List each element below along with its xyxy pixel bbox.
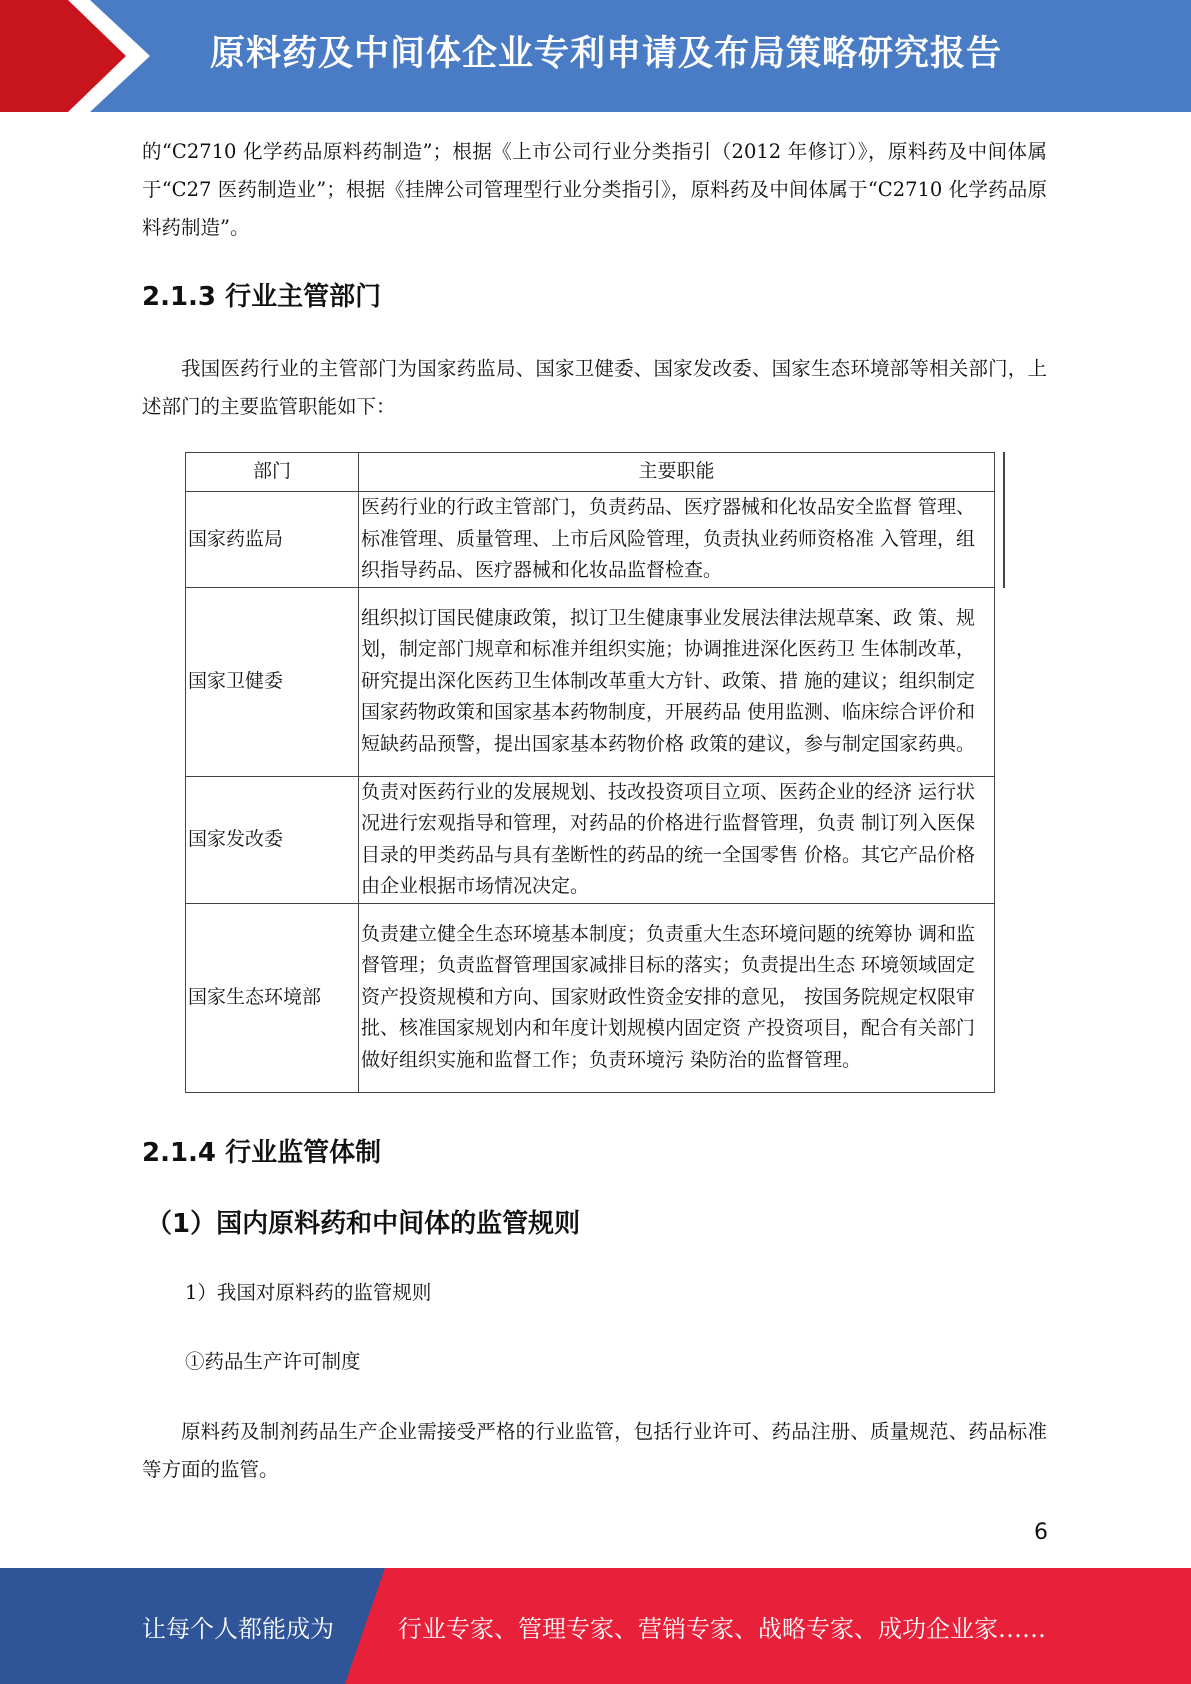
list-item-circle-1: ①药品生产许可制度 (185, 1350, 361, 1373)
footer-slogan-left: 让每个人都能成为 (142, 1615, 334, 1643)
sub-heading-domestic-rules: （1）国内原料药和中间体的监管规则 (146, 1209, 581, 1239)
table-row (186, 492, 995, 588)
table-duty-cell: 医药行业的行政主管部门，负责药品、医疗器械和化妆品安全监督 管理、标准管理、质量管理、上市后风险管理，负责执业药师资格准 入管理，组织指导药品、医疗器械和化妆品监督检查。 (359, 492, 995, 588)
table-header-cell: 主要职能 (359, 453, 995, 492)
table-duty-cell: 负责对医药行业的发展规划、技改投资项目立项、医药企业的经济 运行状况进行宏观指导和管理，对药品的价格进行监督管理，负责 制订列入医保目录的甲类药品与具有垄断性的药品的统一全国零售 价格。其它产品价格由企业根据市场情况决定。 (359, 776, 995, 903)
table-header-cell: 部门 (186, 453, 359, 492)
table-offset-border (1003, 452, 1005, 588)
regulator-duty-table (185, 452, 995, 1093)
table-duty-cell: 组织拟订国民健康政策，拟订卫生健康事业发展法律法规草案、政 策、规划，制定部门规章和标准并组织实施；协调推进深化医药卫 生体制改革，研究提出深化医药卫生体制改革重大方针、政策、措 施的建议；组织制定国家药物政策和国家基本药物制度，开展药品 使用监测、临床综合评价和短缺药品预警，提出国家基本药物价格 政策的建议，参与制定国家药典。 (359, 587, 995, 776)
section-heading-2-1-4: 2.1.4 行业监管体制 (142, 1138, 382, 1168)
table-row (186, 903, 995, 1092)
table-duty-cell: 负责建立健全生态环境基本制度；负责重大生态环境问题的统筹协 调和监督管理；负责监督管理国家减排目标的落实；负责提出生态 环境领域固定资产投资规模和方向、国家财政性资金安排的意见， 按国务院规定权限审批、核准国家规划内和年度计划规模内固定资 产投资项目，配合有关部门做好组织实施和监督工作；负责环境污 染防治的监督管理。 (359, 903, 995, 1092)
table-dept-cell: 国家生态环境部 (186, 903, 359, 1092)
list-item-1: 1）我国对原料药的监管规则 (185, 1281, 432, 1304)
table-dept-cell: 国家卫健委 (186, 587, 359, 776)
section-heading-2-1-3: 2.1.3 行业主管部门 (142, 282, 382, 312)
intro-paragraph: 的“C2710 化学药品原料药制造”；根据《上市公司行业分类指引（2012 年修订）》，原料药及中间体属于“C27 医药制造业”；根据《挂牌公司管理型行业分类指引》，原料药及中间体属于“C2710 化学药品原料药制造”。 (142, 140, 1047, 239)
table-header-row (186, 453, 995, 492)
page-number: 6 (1034, 1520, 1048, 1545)
table-row (186, 776, 995, 903)
report-title: 原料药及中间体企业专利申请及布局策略研究报告 (210, 34, 1003, 74)
section-2-1-4-paragraph: 原料药及制剂药品生产企业需接受严格的行业监管，包括行业许可、药品注册、质量规范、药品标准等方面的监管。 (142, 1420, 1047, 1481)
page-footer (0, 1568, 1191, 1684)
page-header (0, 0, 1191, 112)
table-dept-cell: 国家发改委 (186, 776, 359, 903)
section-2-1-3-paragraph: 我国医药行业的主管部门为国家药监局、国家卫健委、国家发改委、国家生态环境部等相关部门，上述部门的主要监管职能如下： (142, 357, 1047, 418)
table-dept-cell: 国家药监局 (186, 492, 359, 588)
table-row (186, 587, 995, 776)
footer-slogan-right: 行业专家、管理专家、营销专家、战略专家、成功企业家…… (398, 1615, 1046, 1643)
